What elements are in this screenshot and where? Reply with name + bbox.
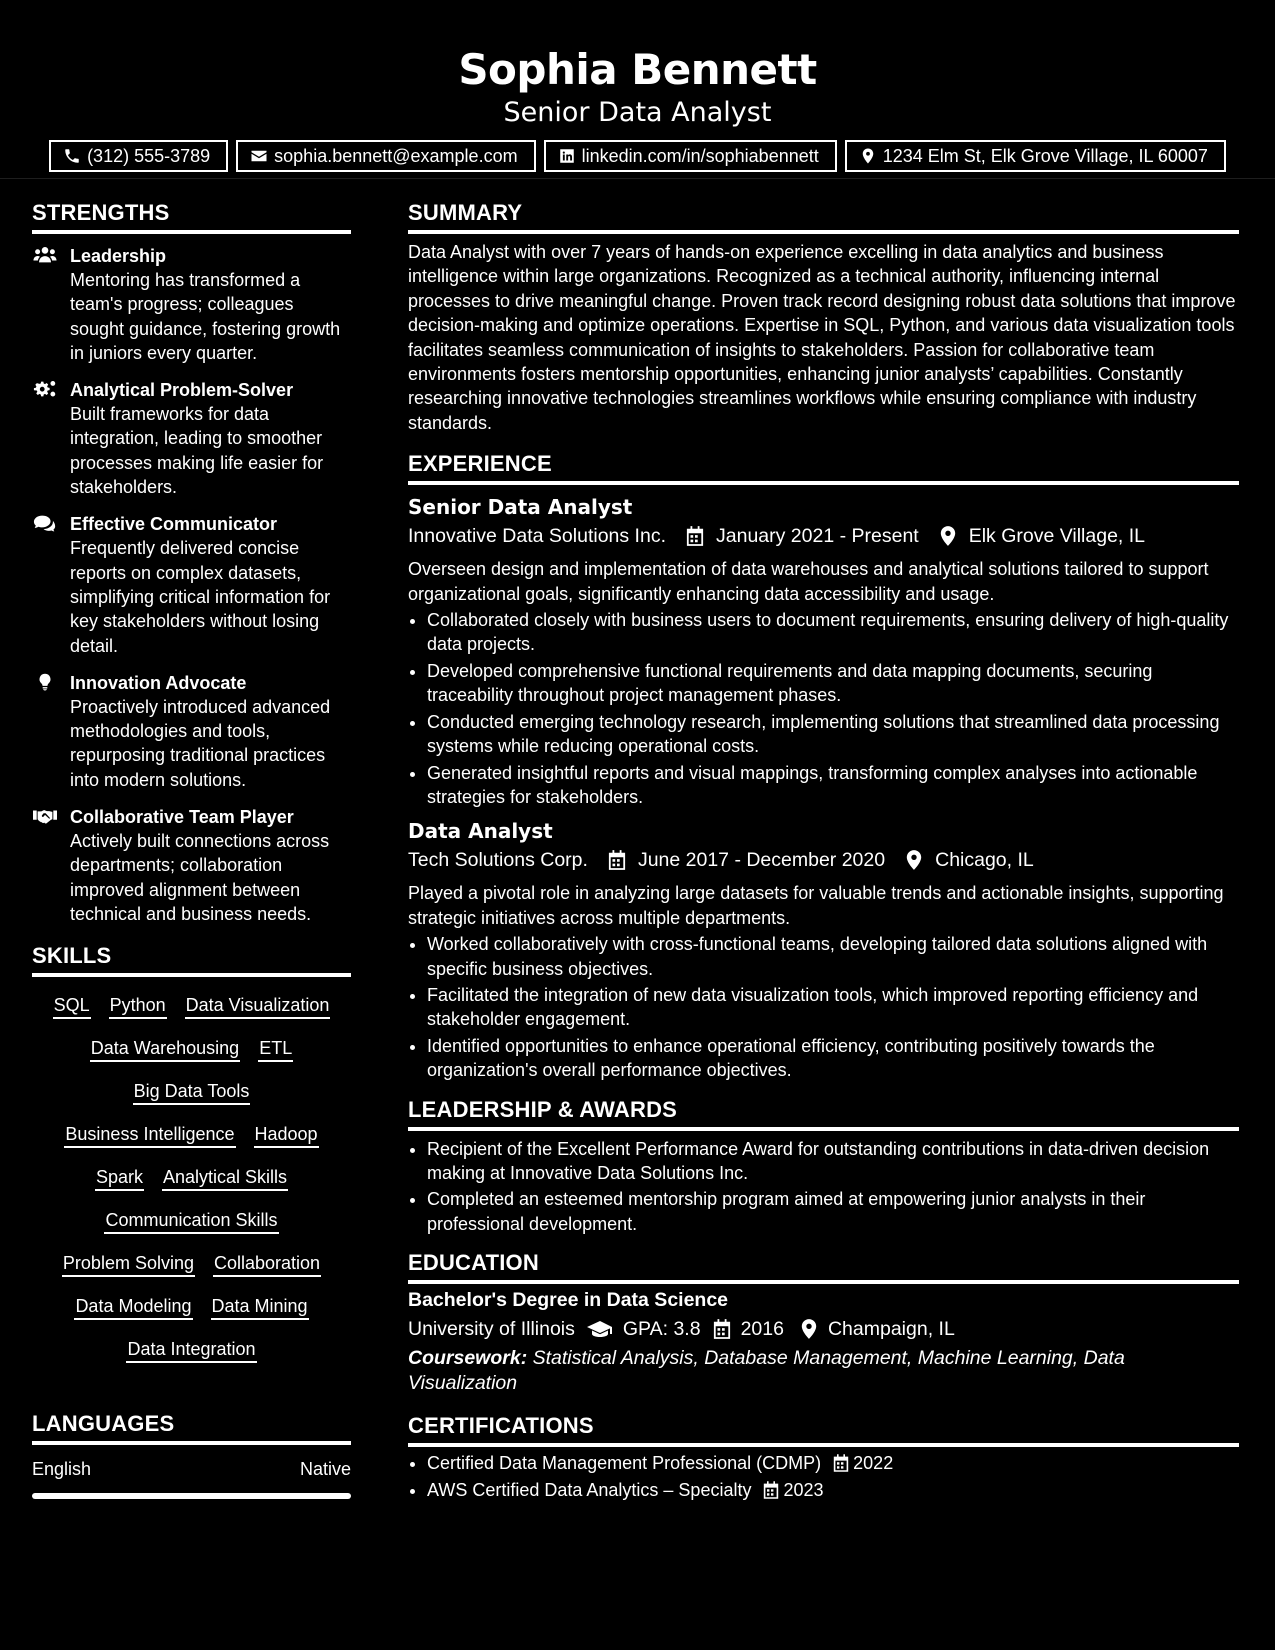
section-rule <box>408 1127 1239 1131</box>
envelope-icon <box>250 147 268 165</box>
contact-bar <box>0 140 1275 172</box>
candidate-name: Sophia Bennett <box>458 45 817 94</box>
map-pin-icon <box>800 1319 818 1339</box>
job-entry <box>408 817 1239 1082</box>
skill-tag: Communication Skills <box>104 1208 278 1234</box>
job-title: Senior Data Analyst <box>408 495 633 520</box>
graduation-cap-icon <box>587 1319 613 1339</box>
calendar-icon <box>686 526 704 546</box>
job-dates: June 2017 - December 2020 <box>637 849 886 872</box>
awards-list <box>408 1137 1239 1237</box>
section-rule <box>408 481 1239 485</box>
experience-heading: EXPERIENCE <box>408 451 552 477</box>
cert-name: • AWS Certified Data Analytics – Specialty <box>427 1479 752 1500</box>
edu-school: University of Illinois <box>408 1318 575 1341</box>
skill-tag: Problem Solving <box>62 1251 195 1277</box>
address-text: 1234 Elm St, Elk Grove Village, IL 60007 <box>882 146 1208 166</box>
strength-item <box>32 244 351 365</box>
skill-tag: Data Modeling <box>74 1294 192 1320</box>
gears-icon <box>32 378 58 403</box>
strength-item <box>32 805 351 926</box>
job-bullet: • Facilitated the integration of new data visualization tools, which improved reporting efficiency and stakeholder engagement. <box>427 983 1239 1032</box>
skills-heading: SKILLS <box>32 943 112 969</box>
skill-tag: Spark <box>95 1165 144 1191</box>
edu-year: 2016 <box>740 1318 784 1341</box>
edu-gpa: GPA: 3.8 <box>622 1318 701 1341</box>
contact-phone[interactable] <box>49 140 228 172</box>
skill-tag: ETL <box>258 1036 293 1062</box>
calendar-icon <box>763 1481 779 1499</box>
strengths-heading: STRENGTHS <box>32 200 170 225</box>
award-item: • Recipient of the Excellent Performance Award for outstanding contributions in data-driven decision making at Innovative Data Solutions Inc. <box>427 1137 1239 1186</box>
users-icon <box>32 244 58 269</box>
job-bullet: • Conducted emerging technology research, implementing solutions that streamlined data processing systems while reducing operational costs. <box>427 710 1239 759</box>
coursework-text: Statistical Analysis, Database Management, Machine Learning, Data Visualization <box>408 1347 1125 1394</box>
header-divider <box>0 178 1275 179</box>
cert-year: 2022 <box>853 1453 894 1474</box>
summary-heading: SUMMARY <box>408 200 523 225</box>
phone-text: (312) 555-3789 <box>87 146 211 166</box>
section-rule <box>408 230 1239 234</box>
email-text: sophia.bennett@example.com <box>274 146 518 166</box>
strength-name: Innovation Advocate <box>70 672 247 693</box>
linkedin-icon <box>558 147 576 165</box>
lightbulb-icon <box>32 671 58 696</box>
comments-icon <box>32 512 58 537</box>
job-dates: January 2021 - Present <box>716 525 919 548</box>
section-rule <box>32 230 351 234</box>
strength-item <box>32 378 351 499</box>
map-pin-icon <box>939 526 957 546</box>
skill-tag: SQL <box>53 993 91 1019</box>
skill-tag: Data Visualization <box>185 993 331 1019</box>
strength-name: Collaborative Team Player <box>70 807 294 828</box>
language-name: English <box>32 1459 92 1480</box>
job-description: Played a pivotal role in analyzing large datasets for valuable trends and actionable insights, supporting strategic initiatives across multiple departments. <box>408 883 1224 928</box>
languages-heading: LANGUAGES <box>32 1411 175 1437</box>
right-column <box>408 196 1239 1504</box>
skill-tag: Data Warehousing <box>90 1036 240 1062</box>
strength-item <box>32 512 351 657</box>
handshake-icon <box>32 805 58 830</box>
map-pin-icon <box>859 147 877 165</box>
skill-tag: Hadoop <box>254 1122 319 1148</box>
contact-email[interactable] <box>236 140 535 172</box>
resume-header <box>0 0 1275 172</box>
job-bullet: • Worked collaboratively with cross-functional teams, developing tailored data solutions aligned with specific business objectives. <box>427 932 1239 981</box>
job-bullets <box>408 932 1239 1082</box>
contact-address <box>845 140 1226 172</box>
strength-name: Analytical Problem-Solver <box>70 380 294 401</box>
phone-icon <box>63 147 81 165</box>
calendar-icon <box>713 1319 731 1339</box>
calendar-icon <box>833 1454 849 1472</box>
edu-coursework <box>408 1346 1239 1395</box>
language-row <box>32 1457 351 1481</box>
skill-tag: Collaboration <box>213 1251 321 1277</box>
map-pin-icon <box>905 850 923 870</box>
certifications-list <box>408 1451 1239 1502</box>
section-rule <box>32 973 351 977</box>
left-column <box>32 196 351 1499</box>
edu-degree: Bachelor's Degree in Data Science <box>408 1289 729 1312</box>
edu-location: Champaign, IL <box>827 1318 955 1341</box>
job-location: Chicago, IL <box>935 849 1034 872</box>
job-company: Tech Solutions Corp. <box>408 849 588 872</box>
linkedin-text: linkedin.com/in/sophiabennett <box>581 146 819 166</box>
section-rule <box>408 1280 1239 1284</box>
skill-tag: Big Data Tools <box>133 1079 251 1105</box>
job-description: Overseen design and implementation of data warehouses and analytical solutions tailored to support organizational goals, significantly enhancing data accessibility and usage. <box>408 559 1209 604</box>
cert-item <box>427 1478 1239 1502</box>
strength-name: Effective Communicator <box>70 514 278 535</box>
language-level: Native <box>299 1459 351 1480</box>
edu-meta <box>408 1314 1239 1344</box>
strength-desc: Frequently delivered concise reports on complex datasets, simplifying critical information for key stakeholders without losing detail. <box>70 538 331 656</box>
strength-item <box>32 671 351 792</box>
coursework-label: Coursework: <box>408 1347 528 1370</box>
skill-tag: Data Integration <box>126 1337 256 1363</box>
language-proficiency-bar <box>32 1493 351 1499</box>
job-bullets <box>408 608 1239 809</box>
candidate-title: Senior Data Analyst <box>503 97 772 128</box>
job-company: Innovative Data Solutions Inc. <box>408 525 666 548</box>
skill-tag: Python <box>109 993 167 1019</box>
job-meta <box>408 845 1239 875</box>
job-bullet: • Identified opportunities to enhance operational efficiency, contributing positively towards the organization's overall performance objectives. <box>427 1034 1239 1083</box>
calendar-icon <box>608 850 626 870</box>
skills-list <box>32 987 351 1363</box>
job-location: Elk Grove Village, IL <box>968 525 1146 548</box>
certifications-heading: CERTIFICATIONS <box>408 1413 594 1439</box>
job-entry <box>408 493 1239 809</box>
strength-desc: Proactively introduced advanced methodologies and tools, repurposing traditional practices into modern solutions. <box>70 696 331 790</box>
job-bullet: • Collaborated closely with business users to document requirements, ensuring delivery of high-quality data projects. <box>427 608 1239 657</box>
contact-linkedin[interactable] <box>544 140 837 172</box>
strength-desc: Actively built connections across departments; collaboration improved alignment between technical and business needs. <box>70 831 330 924</box>
summary-text: Data Analyst with over 7 years of hands-on experience excelling in data analytics and business intelligence within large organizations. Recognized as a technical authority, influencing internal processes to drive meaningful change. Proven track record designing robust data solutions that improve decision-making and optimize operations. Expertise in SQL, Python, and various data visualization tools facilitates seamless communication of insights to stakeholders. Passion for collaborative team environments fosters mentorship opportunities, enhancing junior analysts’ capabilities. Constantly researching innovative technologies streamlines workflows while ensuring compliance with industry standards. <box>408 242 1236 433</box>
awards-heading: LEADERSHIP & AWARDS <box>408 1096 678 1122</box>
skill-tag: Business Intelligence <box>64 1122 235 1148</box>
strength-desc: Mentoring has transformed a team's progress; colleagues sought guidance, fostering growth in juniors every quarter. <box>70 270 341 363</box>
cert-year: 2023 <box>783 1479 824 1500</box>
strength-name: Leadership <box>70 246 167 266</box>
strength-desc: Built frameworks for data integration, leading to smoother processes making life easier for stakeholders. <box>70 404 324 498</box>
job-title: Data Analyst <box>408 819 553 844</box>
skill-tag: Analytical Skills <box>162 1165 288 1191</box>
job-bullet: • Developed comprehensive functional requirements and data mapping documents, securing traceability throughout project management phases. <box>427 659 1239 708</box>
education-heading: EDUCATION <box>408 1250 539 1276</box>
section-rule <box>408 1443 1239 1447</box>
skill-tag: Data Mining <box>211 1294 309 1320</box>
section-rule <box>32 1441 351 1445</box>
job-bullet: • Generated insightful reports and visual mappings, transforming complex analyses into actionable strategies for stakeholders. <box>427 761 1239 810</box>
cert-name: • Certified Data Management Professional (CDMP) <box>427 1453 822 1474</box>
award-item: • Completed an esteemed mentorship program aimed at empowering junior analysts in their professional development. <box>427 1187 1239 1236</box>
job-meta <box>408 521 1239 551</box>
cert-item <box>427 1451 1239 1475</box>
